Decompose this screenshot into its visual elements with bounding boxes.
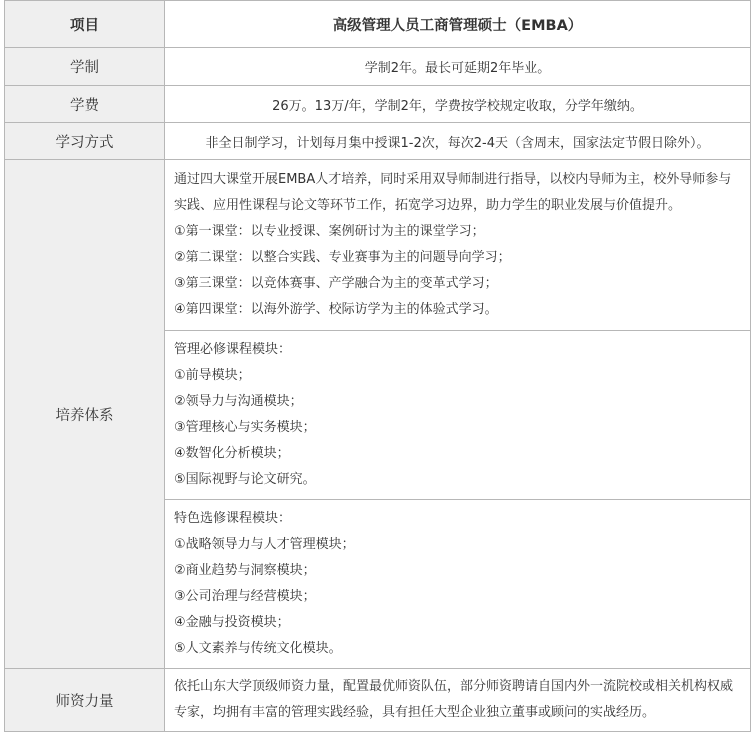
- list-item: ①前导模块；: [174, 368, 251, 383]
- list-item: ⑤国际视野与论文研究。: [174, 472, 316, 487]
- tuition-label: 学费: [5, 86, 165, 123]
- duration-label: 学制: [5, 48, 165, 86]
- program-title: 高级管理人员工商管理硕士（EMBA）: [165, 1, 751, 48]
- list-item: ①战略领导力与人才管理模块；: [174, 537, 355, 552]
- list-item: ②第二课堂：以整合实践、专业赛事为主的问题导向学习；: [174, 250, 511, 265]
- list-item: ③公司治理与经营模块；: [174, 589, 316, 604]
- classrooms-block: [165, 161, 750, 329]
- tuition-value: 26万。13万/年，学制2年，学费按学校规定收取，分学年缴纳。: [165, 86, 751, 123]
- list-item: ③管理核心与实务模块；: [174, 420, 316, 435]
- elective-modules-block: [165, 500, 750, 668]
- faculty-cell: [165, 669, 751, 732]
- table-row-tuition: [5, 86, 751, 123]
- required-modules-cell: [165, 331, 751, 500]
- faculty-label: 师资力量: [5, 669, 165, 732]
- duration-value: 学制2年。最长可延期2年毕业。: [165, 48, 751, 86]
- column-header-item: 项目: [5, 1, 165, 48]
- table-row-training-classrooms: [5, 160, 751, 331]
- table-row-study-mode: [5, 123, 751, 160]
- faculty-value: 依托山东大学顶级师资力量，配置最优师资队伍，部分师资聘请自国内外一流院校或相关机构权威专家，均拥有丰富的管理实践经验，具有担任大型企业独立董事或顾问的实战经历。: [174, 679, 734, 720]
- table-header-row: [5, 1, 751, 48]
- list-item: ②领导力与沟通模块；: [174, 394, 303, 409]
- elective-modules-cell: [165, 500, 751, 669]
- study-mode-label: 学习方式: [5, 123, 165, 160]
- classrooms-intro: 通过四大课堂开展EMBA人才培养，同时采用双导师制进行指导，以校内导师为主，校外导师参与实践、应用性课程与论文等环节工作，拓宽学习边界，助力学生的职业发展与价值提升。: [174, 172, 732, 213]
- table-row-faculty: [5, 669, 751, 732]
- table-row-duration: [5, 48, 751, 86]
- list-item: ④数智化分析模块；: [174, 446, 290, 461]
- elective-modules-title: 特色选修课程模块：: [174, 511, 292, 526]
- training-label: 培养体系: [5, 160, 165, 669]
- study-mode-value: 非全日制学习，计划每月集中授课1-2次，每次2-4天（含周末，国家法定节假日除外）。: [165, 123, 751, 160]
- program-table: [4, 0, 751, 732]
- list-item: ①第一课堂：以专业授课、案例研讨为主的课堂学习；: [174, 224, 485, 239]
- list-item: ④第四课堂：以海外游学、校际访学为主的体验式学习。: [174, 302, 498, 317]
- list-item: ②商业趋势与洞察模块；: [174, 563, 316, 578]
- required-modules-block: [165, 331, 750, 499]
- list-item: ③第三课堂：以竞体赛事、产学融合为主的变革式学习；: [174, 276, 498, 291]
- list-item: ⑤人文素养与传统文化模块。: [174, 641, 342, 656]
- required-modules-title: 管理必修课程模块：: [174, 342, 292, 357]
- list-item: ④金融与投资模块；: [174, 615, 290, 630]
- classrooms-cell: [165, 160, 751, 331]
